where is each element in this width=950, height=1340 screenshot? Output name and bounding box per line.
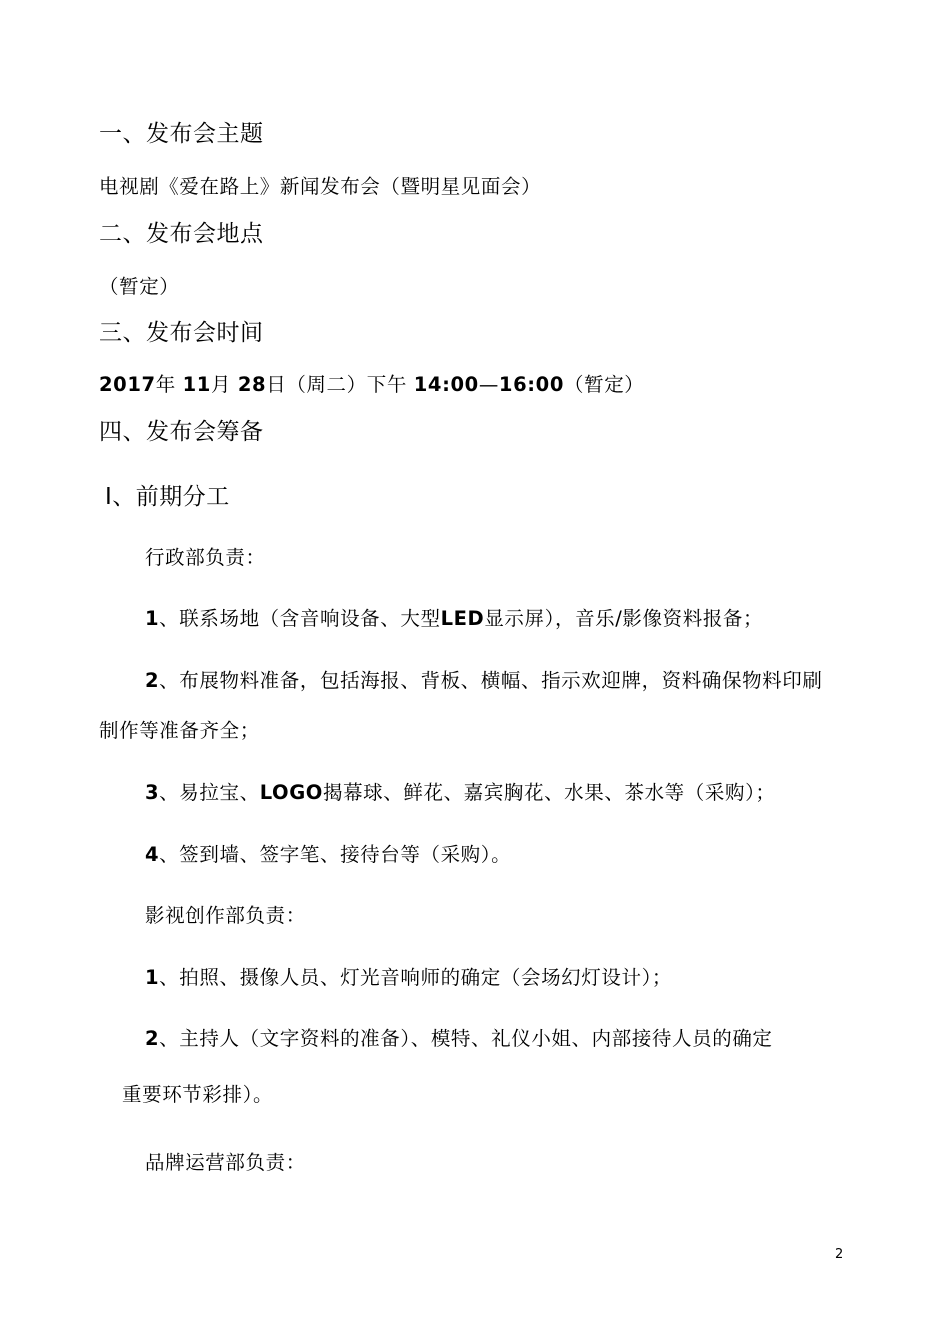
item-text: 、拍照、摄像人员、灯光音响师的确定（会场幻灯设计）；: [159, 966, 673, 989]
date-month: 11: [182, 373, 211, 396]
date-rest: 日（周二）下午: [266, 373, 407, 396]
admin-item-1: [145, 609, 763, 629]
item-number: 1: [145, 607, 160, 630]
creative-item-2: [145, 1029, 773, 1049]
item-text-cont: 揭幕球、鲜花、嘉宾胸花、水果、茶水等（采购）；: [322, 781, 776, 804]
date-day: 28: [237, 373, 267, 396]
admin-item-3: [145, 783, 776, 803]
subsection-heading-division: Ⅰ、前期分工: [105, 484, 230, 510]
item-text: 、联系场地（含音响设备、大型: [159, 607, 441, 630]
item-text: 、易拉宝、: [159, 781, 260, 804]
creative-item-2-continuation: 重要环节彩排）。: [122, 1083, 274, 1106]
creative-item-1: [145, 968, 672, 988]
time-note: （暂定）: [564, 373, 645, 396]
admin-item-2: [145, 671, 822, 691]
item-text: 、布展物料准备，包括海报、背板、横幅、指示欢迎牌，资料确保物料印刷: [159, 669, 823, 692]
section-heading-location: 二、发布会地点: [99, 221, 264, 247]
brand-dept-title: 品牌运营部负责：: [145, 1151, 306, 1174]
admin-item-2-continuation: 制作等准备齐全；: [99, 719, 260, 742]
item-number: 1: [145, 966, 160, 989]
date-year-unit: 年: [155, 373, 176, 396]
logo-text: LOGO: [259, 781, 323, 804]
date-month-unit: 月: [210, 373, 232, 396]
date-year: 2017: [99, 373, 156, 396]
item-number: 2: [145, 1027, 160, 1050]
section-heading-time: 三、发布会时间: [99, 320, 264, 346]
item-text: 、签到墙、签字笔、接待台等（采购）。: [159, 843, 512, 866]
time-dash: —: [478, 373, 499, 396]
creative-dept-title: 影视创作部负责：: [145, 904, 306, 927]
item-text: 、主持人（文字资料的准备）、模特、礼仪小姐、内部接待人员的确定: [159, 1027, 773, 1050]
item-number: 3: [145, 781, 160, 804]
time-end: 16:00: [498, 373, 564, 396]
item-number: 4: [145, 843, 160, 866]
section-content-theme: 电视剧《爱在路上》新闻发布会（暨明星见面会）: [99, 175, 542, 198]
section-content-location: （暂定）: [99, 275, 180, 298]
led-text: LED: [440, 607, 485, 630]
admin-dept-title: 行政部负责：: [145, 546, 266, 569]
admin-item-4: [145, 845, 511, 865]
page-number: 2: [835, 1247, 844, 1262]
time-start: 14:00: [413, 373, 479, 396]
item-text-cont: 显示屏），音乐/影像资料报备；: [484, 607, 764, 630]
section-heading-preparation: 四、发布会筹备: [99, 419, 264, 445]
section-content-time: [99, 375, 644, 395]
section-heading-theme: 一、发布会主题: [99, 121, 264, 147]
item-number: 2: [145, 669, 160, 692]
